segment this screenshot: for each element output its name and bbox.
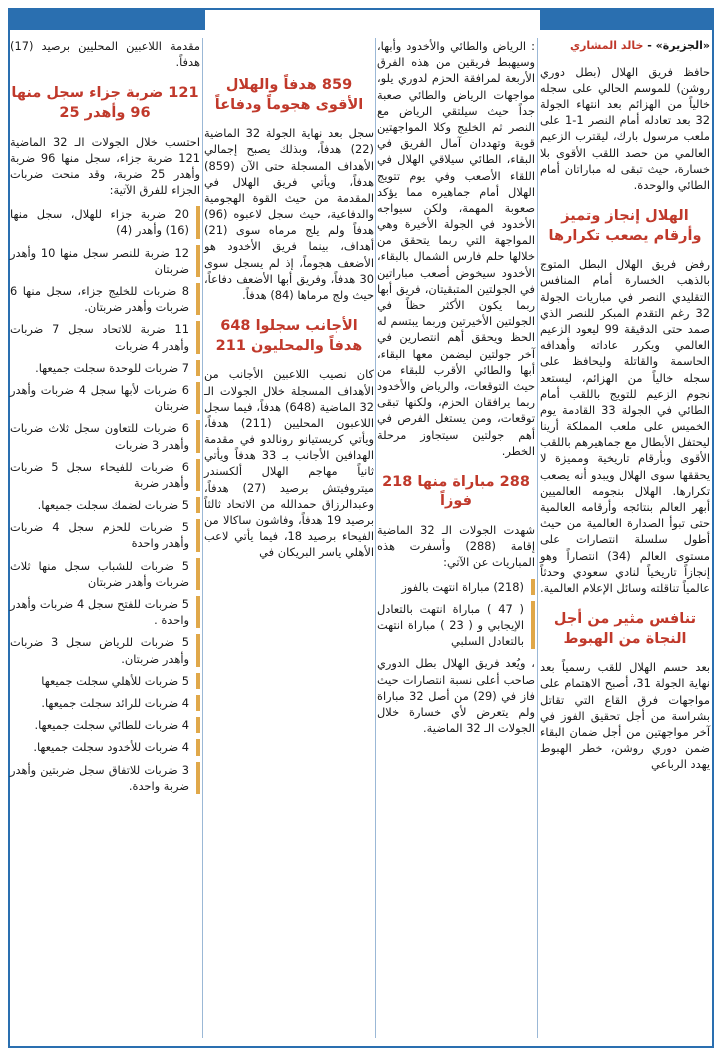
top-bar-left [10,10,205,30]
top-bar-right [540,10,712,30]
column-4 [10,38,200,800]
paragraph: سجل بعد نهاية الجولة 32 الماضية (22) هدفاً، وبذلك يصبح إجمالي الأهداف المسجلة حتى الآن (859) هدفاً، ويأتي فريق الهلال في المقدمة من حيث القوة الهجومية والدفاعية، حيث سجل لاعبوه (96) هدفاً ولم يلج مرماه سوى (21) أهداف، بينما فريق الأخدود هو الأضعف هجوماً، إذ لم يسجل سوى 30 هدفاً، وفريق أبها الأضعف دفاعاً، حيث ولج مرماها (84) هدفاً. [204,126,374,302]
section-heading: 859 هدفاً والهلال الأقوى هجوماً ودفاعاً [214,77,364,113]
list-item: 6 ضربات للتعاون سجل ثلاث ضربات وأهدر 3 ضربات [10,420,200,452]
list-item: 5 ضربات للفتح سجل 4 ضربات وأهدر واحدة . [10,596,200,628]
paragraph: بعد حسم الهلال للقب رسمياً بعد نهاية الجولة 31، أصبح الاهتمام على مواجهات فرق القاع التي تقاتل بشراسة من أجل تحقيق الفوز في آخر مواجهتين من أجل ضمان البقاء ضمن دوري روشن، خطر الهبوط يهدد الرباعي [540,660,710,772]
byline [540,38,710,54]
paragraph: حافظ فريق الهلال (بطل دوري روشن) للموسم الحالي على سجله خالياً من الهزائم بعد انتهاء الجولة 32 بعد تعادله أمام النصر 1-1 على ملعب مرسول بارك، ليقترب الزعيم العالمي من حصد اللقب الأقوى بلا خسارة، حيث تبقى له مباراتان أمام الطائي والوحدة. [540,64,711,192]
paragraph: شهدت الجولات الـ 32 الماضية إقامة (288) وأسفرت هذه المباريات عن الآتي: [377,523,535,570]
section-heading: 288 مباراة منها 218 فوزاً [382,473,530,510]
match-stats-list [377,579,535,650]
column-divider [375,38,376,1038]
section-heading: الأجانب سجلوا 648 هدفاً والمحليون 211 [215,318,363,354]
list-item: 4 ضربات للأخدود سجلت جميعها. [10,739,200,755]
list-item: 5 ضربات للشباب سجل منها ثلاث ضربات وأهدر ضربتان [10,558,200,590]
section-heading: تنافس مثير من أجل النجاة من الهبوط [553,611,697,647]
list-item: 4 ضربات للرائد سجلت جميعها. [10,695,200,711]
paragraph: كان نصيب اللاعبين الأجانب من الأهداف المسجلة خلال الجولات الـ 32 الماضية (648) هدفاً، فيما سجل اللاعبون المحليين (211) هدفاً، ويأتي كريستيانو رونالدو في مقدمة الهدافين الأجانب بـ 33 هدفاً ويأتي ثانياً مهاجم الهلال ألكسندر ميتروفيتش برصيد (27) هدفاً، وعبدالرزاق حمدالله من الاتحاد ثالثاً برصيد 19 هدفاً، وفاشون ساكالا من الفيحاء برصيد 18، فيما يأتي لاعب الأهلي ياسر البريكان في [204,367,374,560]
list-item: 5 ضربات لضمك سجلت جميعها. [10,497,200,513]
column-divider [202,38,203,1038]
byline-source: «الجزيرة» - [647,39,710,52]
paragraph: رفض فريق الهلال البطل المتوج بالذهب الخسارة أمام المنافس التقليدي النصر في مباريات الجولة 32 رغم التقدم المبكر للنصر الذي صمد حتى الدقيقة 99 ليعود الزعيم العالمي ويكرر عاداته وأهدافه الحاسمة والقاتلة وليحافظ على سجله خالياً من الهزائم، ليستعد نجوم الزعيم للتويج باللقب أمام الطائي في الجولة 33 القادمة يوم الخميس على ملعب المملكة أرينا ليحتفل الأبطال مع جماهيرهم باللقب الأقوى وبأرقام تاريخية ومميزة لا يحققها سوى الهلال ويبدو أنه يصعب تكرارها. الهلال بنجومه العالميين أبهر العالم بنتائجه وأرقامه العالمية حتى تبوأ الصدارة العالمية من حيث أطول سلسلة انتصارات على مستوى العالم (34) انتصاراً وهو إنجازاً تاريخياً لنادي سعودي وحدثاً عالمياً تناقلته وسائل الإعلام العالمية. [540,257,711,595]
list-item: 20 ضربة جزاء للهلال، سجل منها (16) وأهدر (4) [10,206,200,238]
list-item: 11 ضربة للاتحاد سجل 7 ضربات وأهدر 4 ضربات [10,321,200,353]
list-item: 6 ضربات لأبها سجل 4 ضربات وأهدر ضربتان [10,382,200,414]
paragraph: ، ويُعد فريق الهلال بطل الدوري صاحب أعلى نسبة انتصارات حيث فاز في (29) من أصل 32 مباراة ولم يتعرض لأي خسارة خلال الجولات الـ 32 الماضية. [377,656,536,736]
section-heading: الهلال إنجاز وتميز وأرقام يصعب تكرارها [548,208,702,244]
list-item: (218) مباراة انتهت بالفوز [377,579,535,595]
list-item: 5 ضربات للحزم سجل 4 ضربات وأهدر واحدة [10,519,200,551]
list-item: 5 ضربات للأهلي سجلت جميعها [10,673,200,689]
list-item: 12 ضربة للنصر سجل منها 10 وأهدر ضربتان [10,245,200,277]
list-item: ( 47 ) مباراة انتهت بالتعادل الإيجابي و ( 23 ) مباراة انتهت بالتعادل السلبي [377,601,535,650]
column-3 [204,38,374,567]
list-item: 4 ضربات للطائي سجلت جميعها. [10,717,200,733]
column-divider [537,38,538,1038]
list-item: 7 ضربات للوحدة سجلت جميعها. [10,360,200,376]
column-1 [540,38,710,779]
list-item: 6 ضربات للفيحاء سجل 5 ضربات وأهدر ضربة [10,459,200,491]
list-item: 3 ضربات للاتفاق سجل ضربتين وأهدر ضربة واحدة. [10,762,200,794]
list-item: 8 ضربات للخليج جزاء، سجل منها 6 ضربات وأهدر ضربتان. [10,283,200,315]
penalty-list [10,206,200,794]
byline-author: خالد المشاري [570,39,644,52]
column-2 [377,38,535,742]
paragraph: مقدمة اللاعبين المحليين برصيد (17) هدفاً. [10,39,200,70]
list-item: 5 ضربات للرياض سجل 3 ضربات وأهدر ضربتان. [10,634,200,666]
paragraph: احتسب خلال الجولات الـ 32 الماضية 121 ضربة جزاء، سجل منها 96 ضربة وأهدر 25 ضربة، وقد منحت ضربات الجزاء للفرق الآتية: [10,134,201,198]
paragraph: : الرياض والطائي والأخدود وأبها، وسيهبط فريقين من هذه الفرق الأربعة لمرافقة الحزم لدوري يلو، مواجهات الرياض والطائي صعبة جداً حيث سيلتقي الرياض مع النصر ثم الخليج وكلا المواجهتين قوية وتهددان آمال الفريق في البقاء، الطائي سيلاقي الهلال في اللقاء الأصعب وفي يوم تتويج الهلال أمام جماهيره مما يؤكد صعوبة المهمة، ولكن سيواجه الأخدود في الجولة الأخيرة وهي المواجهة التي ربما يتحقق من خلالها حلم فارس الشمال بالبقاء، الأخدود سيخوض أصعب مباراتين في الجولتين المتبقيتان، فريق أبها ربما يكون الأكثر حظاً في الجولتين الأخيرتين وربما يبتسم له الحظ ويحقق أهم انتصارين في آخر جولتين ليضمن معها البقاء، أبها والطائي الأقرب للبقاء من حيث التوقعات، والرياض والأخدود ربما يرافقان الحزم، ولكنها تبقى توقعات، ومن يستغل الفرص في أهم جولتين سيتجاوز مرحلة الخطر. [377,39,535,458]
section-heading: 121 ضربة جزاء سجل منها 96 وأهدر 25 [11,85,199,121]
